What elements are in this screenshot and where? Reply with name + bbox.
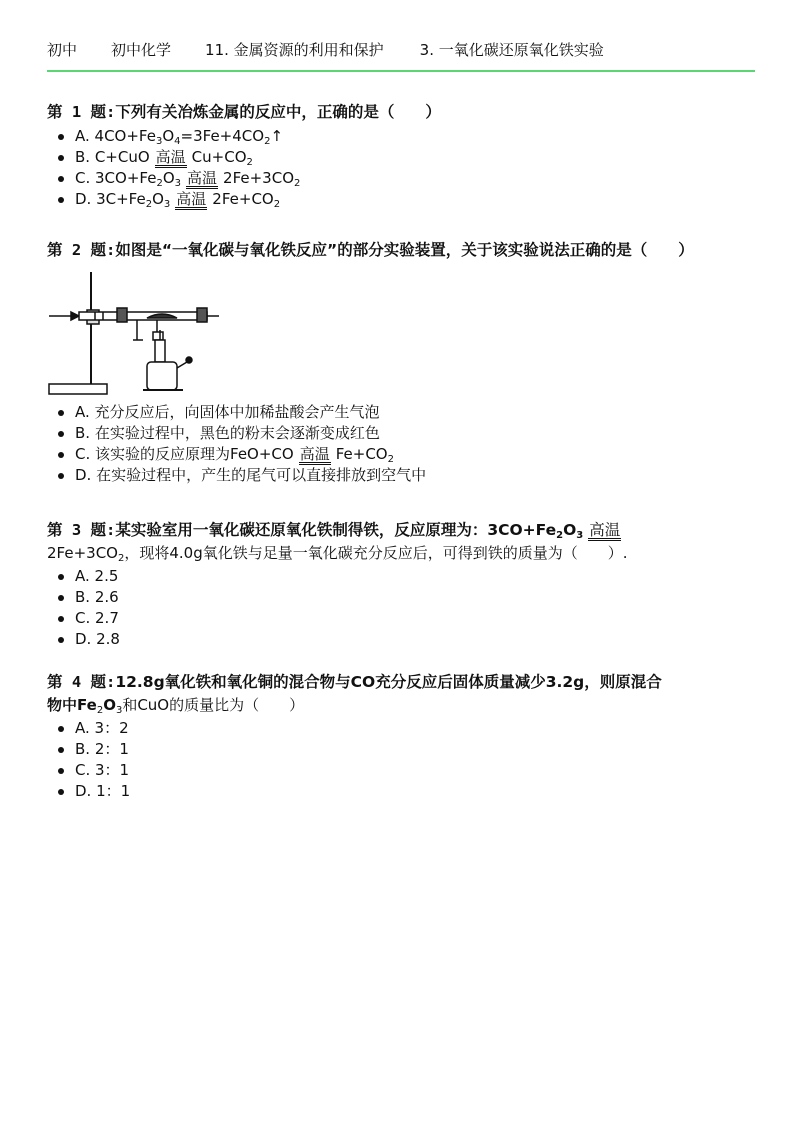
question-1 xyxy=(47,101,757,210)
option-c[interactable]: C. 3：1 xyxy=(75,760,757,781)
option-d[interactable]: D. 1：1 xyxy=(75,781,757,802)
breadcrumb xyxy=(47,40,755,72)
glass-tube xyxy=(79,312,207,320)
apparatus-figure xyxy=(47,268,757,402)
option-a[interactable]: A. 充分反应后，向固体中加稀盐酸会产生气泡 xyxy=(75,402,757,423)
breadcrumb-topic[interactable]: 3. 一氧化碳还原氧化铁实验 xyxy=(419,41,604,59)
option-a[interactable]: A. $4CO+Fe_3O_4=3Fe+4CO_2↑$ xyxy=(75,126,757,147)
stopper-right xyxy=(197,308,207,322)
question-3-stem-line2: $2Fe+3CO_2$，现将4.0g氧化铁与足量一氧化碳充分反应后，可得到铁的质量为（ ）. xyxy=(47,544,628,564)
question-1-title xyxy=(47,101,757,124)
question-3-options xyxy=(47,566,757,650)
option-d[interactable]: D. 2.8 xyxy=(75,629,757,650)
question-1-stem: 下列有关冶炼金属的反应中，正确的是（ ） xyxy=(115,103,441,121)
arrow-head xyxy=(71,312,79,320)
option-c[interactable]: C. 该实验的反应原理为FeO+CO 高温 $Fe+CO_2$ xyxy=(75,444,757,465)
option-b[interactable]: B. C+CuO 高温 $Cu+CO_2$ xyxy=(75,147,757,168)
option-a[interactable]: A. 3：2 xyxy=(75,718,757,739)
option-b[interactable]: B. 2.6 xyxy=(75,587,757,608)
question-2 xyxy=(47,239,757,486)
question-1-label: 第 1 题: xyxy=(47,103,116,121)
reaction-condition: 高温 xyxy=(299,445,330,463)
question-4-label: 第 4 题: xyxy=(47,673,116,691)
reaction-condition: 高温 xyxy=(187,169,218,187)
question-4 xyxy=(47,671,757,802)
option-c[interactable]: C. $3CO+Fe_2O_3$ 高温 $2Fe+3CO_2$ xyxy=(75,168,757,189)
option-d[interactable]: D. 在实验过程中，产生的尾气可以直接排放到空气中 xyxy=(75,465,757,486)
question-2-title xyxy=(47,239,757,262)
question-4-options xyxy=(47,718,757,802)
reaction-condition: 高温 xyxy=(589,521,621,539)
breadcrumb-subject[interactable]: 初中化学 xyxy=(111,41,172,59)
question-2-label: 第 2 题: xyxy=(47,241,116,259)
alcohol-lamp xyxy=(147,362,177,390)
stopper-left xyxy=(117,308,127,322)
question-4-title: 第 4 题:12.8g氧化铁和氧化铜的混合物与CO充分反应后固体质量减少3.2g，则原混合 xyxy=(47,673,662,691)
breadcrumb-level[interactable]: 初中 xyxy=(47,41,78,59)
breadcrumb-unit[interactable]: 11. 金属资源的利用和保护 xyxy=(205,41,384,59)
question-3-label: 第 3 题: xyxy=(47,521,116,539)
option-a[interactable]: A. 2.5 xyxy=(75,566,757,587)
question-1-options xyxy=(47,126,757,210)
stand-base xyxy=(49,384,107,394)
question-2-options xyxy=(47,402,757,486)
reaction-condition: 高温 xyxy=(155,148,186,166)
burner-tube xyxy=(155,340,165,362)
option-d[interactable]: D. $3C+Fe_2O_3$ 高温 $2Fe+CO_2$ xyxy=(75,189,757,210)
option-c[interactable]: C. 2.7 xyxy=(75,608,757,629)
question-4-stem-line2: 物中$Fe_2O_3$和CuO的质量比为（ ） xyxy=(47,696,305,716)
question-2-stem: 如图是“一氧化碳与氧化铁反应”的部分实验装置，关于该实验说法正确的是（ ） xyxy=(115,241,694,259)
option-b[interactable]: B. 2：1 xyxy=(75,739,757,760)
question-3 xyxy=(47,519,757,650)
reaction-condition: 高温 xyxy=(176,190,207,208)
question-3-title: 第 3 题:某实验室用一氧化碳还原氧化铁制得铁，反应原理为：$3CO+Fe_2O_3$ 高温 xyxy=(47,521,621,541)
option-b[interactable]: B. 在实验过程中，黑色的粉末会逐渐变成红色 xyxy=(75,423,757,444)
experiment-apparatus-image xyxy=(47,268,287,398)
